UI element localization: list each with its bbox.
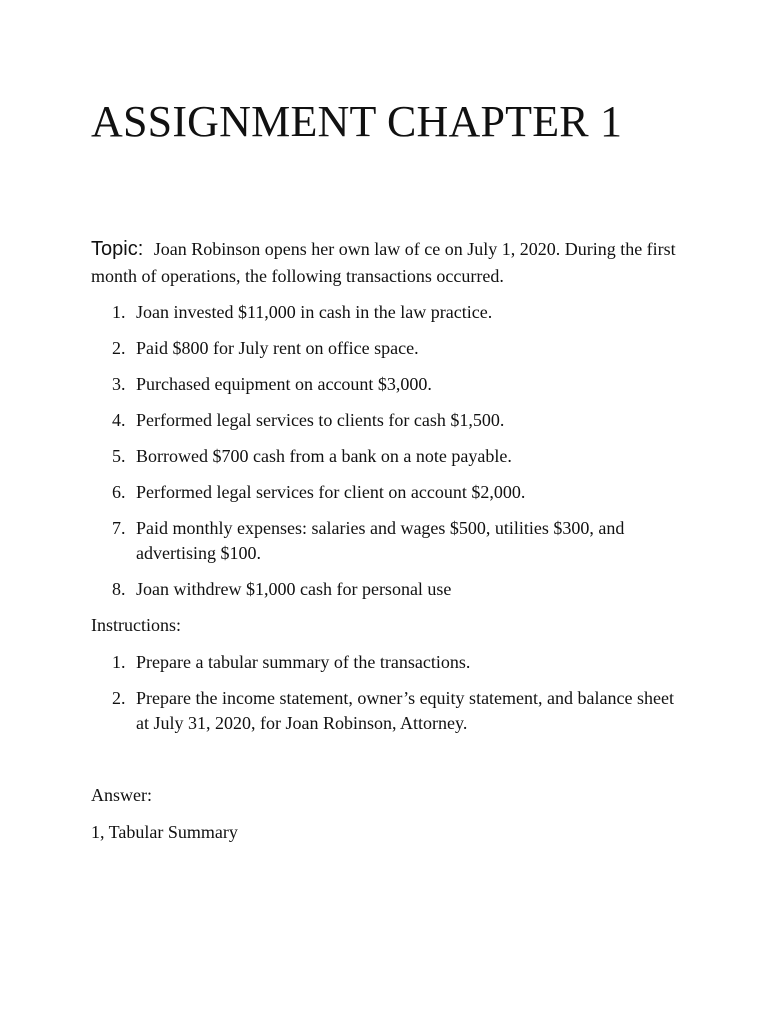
list-number: 1. bbox=[112, 652, 126, 672]
list-item-text: Prepare a tabular summary of the transactions. bbox=[136, 652, 471, 672]
answer-subheading: 1, Tabular Summary bbox=[91, 822, 238, 842]
list-item bbox=[91, 650, 681, 675]
topic-label: Topic: bbox=[91, 238, 144, 260]
list-item bbox=[91, 408, 681, 433]
transactions-list bbox=[91, 300, 681, 613]
instructions-list bbox=[91, 650, 681, 747]
list-item bbox=[91, 444, 681, 469]
list-item-text: Borrowed $700 cash from a bank on a note payable. bbox=[136, 446, 512, 466]
list-item bbox=[91, 300, 681, 325]
list-item-text: Performed legal services for client on account $2,000. bbox=[136, 482, 526, 502]
list-item-text: Prepare the income statement, owner’s equity statement, and balance sheet at July 31, 2020, for Joan Robinson, Attorney. bbox=[136, 688, 674, 733]
list-number: 7. bbox=[112, 518, 126, 538]
list-number: 8. bbox=[112, 579, 126, 599]
list-item bbox=[91, 577, 681, 602]
list-item-text: Joan invested $11,000 in cash in the law practice. bbox=[136, 302, 493, 322]
list-item-text: Paid $800 for July rent on office space. bbox=[136, 338, 419, 358]
topic-text: Joan Robinson opens her own law of ce on July 1, 2020. During the first month of operations, the following transactions occurred. bbox=[91, 239, 676, 286]
list-item bbox=[91, 372, 681, 397]
list-number: 6. bbox=[112, 482, 126, 502]
topic-paragraph bbox=[91, 236, 681, 290]
list-number: 2. bbox=[112, 338, 126, 358]
page-title: ASSIGNMENT CHAPTER 1 bbox=[91, 97, 623, 146]
list-number: 2. bbox=[112, 688, 126, 708]
list-item-text: Paid monthly expenses: salaries and wages $500, utilities $300, and advertising $100. bbox=[136, 518, 625, 563]
list-number: 4. bbox=[112, 410, 126, 430]
list-number: 3. bbox=[112, 374, 126, 394]
list-item bbox=[91, 336, 681, 361]
answer-heading: Answer: bbox=[91, 785, 152, 805]
list-number: 5. bbox=[112, 446, 126, 466]
list-item-text: Performed legal services to clients for cash $1,500. bbox=[136, 410, 505, 430]
instructions-heading: Instructions: bbox=[91, 615, 181, 635]
list-item bbox=[91, 480, 681, 505]
list-number: 1. bbox=[112, 302, 126, 322]
list-item-text: Purchased equipment on account $3,000. bbox=[136, 374, 432, 394]
list-item bbox=[91, 686, 681, 736]
list-item bbox=[91, 516, 681, 566]
list-item-text: Joan withdrew $1,000 cash for personal use bbox=[136, 579, 452, 599]
